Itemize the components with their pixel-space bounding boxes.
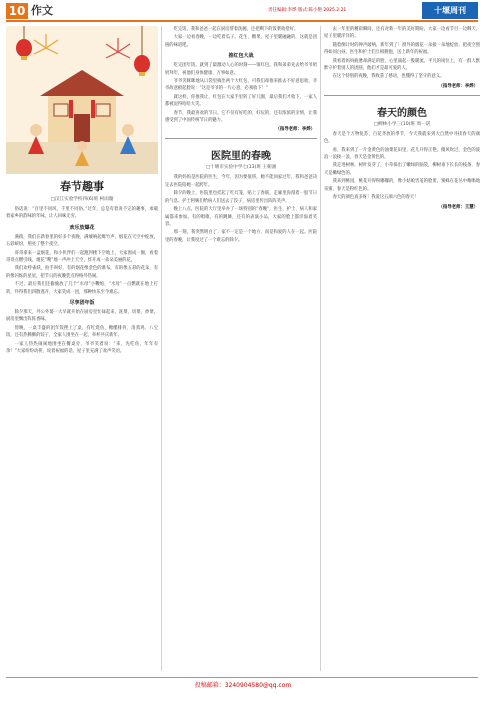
article-paragraph: 傍晚，一桌丰盛的团年饭摆上了桌，有红烧鱼、糖醋排骨、清蒸鸡、八宝饭，还有热腾腾的饺子，全家人围坐在一起，举杯共庆新年。 bbox=[6, 325, 158, 339]
teacher-signature: （指导老师：李烨） bbox=[275, 127, 315, 133]
article-divider bbox=[165, 138, 317, 139]
article-subheading: 尽享团年饭 bbox=[69, 300, 95, 307]
article-paragraph: 一家人热热闹闹地围坐在餐桌旁，爷爷笑着说：“来，先吃鱼，年年有余！”大家纷纷动筷，说着祝福的话，屋子里充满了欢声笑语。 bbox=[6, 341, 158, 355]
article-paragraph: 哥哥拿来一盒烟花，和小伙伴们一起跑到楼下空地上，大家围成一圈，看着哥哥点燃引线，烟花“嗖”地一声冲上天空，炸开成一朵朵美丽的花。 bbox=[6, 250, 158, 264]
article-title: 春天的颜色 bbox=[377, 107, 427, 119]
article-paragraph: 在这个特别的夜晚，我收获了感动，也懂得了坚守的意义。 bbox=[332, 74, 445, 80]
article-divider bbox=[324, 95, 480, 96]
column-3 bbox=[324, 26, 480, 674]
article-paragraph: 我看着妈妈疲惫却满足的脸，心里涌起一股暖流。平凡的岗位上，有一群人默默守护着别人的团圆，他们才是最可爱的人。 bbox=[324, 58, 480, 72]
submission-email: 投稿邮箱：3240904580@qq.com bbox=[194, 682, 292, 689]
section-title: 作文 bbox=[31, 4, 53, 17]
article-paragraph: 我来到桃园，桃花开得粉嘟嘟的，像小姑娘害羞的脸蛋，蜜蜂在花丛中嗡嗡地采蜜，春天是粉红色的。 bbox=[324, 179, 480, 192]
article-paragraph: 春节，我最喜欢的节日。它不仅有好吃的、好玩的，还有浓浓的亲情，让我感受到了中国传统节日的魅力。 bbox=[165, 110, 317, 124]
header-rule bbox=[6, 20, 478, 22]
article-paragraph: 我的妈妈是医院的医生，今年，因为要值班，她不能回家过年，我和爸爸决定去医院陪她一起跨年。 bbox=[165, 175, 317, 188]
article-paragraph: 除夕的晚上，医院里也挂起了红灯笼，贴上了春联，走廊里弥漫着一股节日的气息。护士阿姨们给病人们送去了饺子，病房里传出阵阵笑声。 bbox=[165, 191, 317, 204]
column-1 bbox=[6, 26, 158, 674]
article-byline: □十堰市实验中学七(13)班 王朝涵 bbox=[205, 165, 277, 171]
teacher-signature: （指导老师：王慧） bbox=[438, 204, 478, 210]
column-2 bbox=[165, 26, 317, 674]
article-paragraph: 看，我来到了一片金黄色的油菜花田里，花儿开得正艳，微风吹过，金色的波浪一浪接一浪，春天是金黄色的。 bbox=[324, 147, 480, 161]
article-paragraph: 吃完团年饭，就到了最激动人心的时刻——领红包。我和弟弟先去给爷爷奶奶拜年，祝他们身体健康、万事如意。 bbox=[165, 63, 317, 76]
article-paragraph: 吃完饭，我和爸爸一起在厨房帮着洗碗，还把剩下的饭菜收拾好。 bbox=[173, 27, 299, 32]
column-divider bbox=[161, 26, 162, 671]
article-paragraph: 爷爷笑眯眯地从口袋里掏出两个大红包，可我们却推来推去不好意思收，爷爷故意板起脸说：“这是爷爷的一片心意，必须收下！” bbox=[165, 79, 317, 92]
article-paragraph: 就这样，你推我让，红包在大家手里转了好几圈，最后我们才收下，一家人都被逗得哈哈大笑。 bbox=[165, 94, 317, 108]
newspaper-brand: 十堰周刊 bbox=[422, 2, 478, 19]
article-paragraph: 晚上八点，医院的大厅里举办了一场特别的“春晚”，医生、护士、病人和家属都来参加。有的唱歌，有的跳舞，还有的表演小品，大家的脸上都洋溢着笑容。 bbox=[165, 207, 317, 227]
article-paragraph: 春天是个万物复苏、百花齐放的季节，今天我就来到大自然中寻找春天的颜色。 bbox=[324, 131, 480, 145]
footer-rule bbox=[6, 677, 478, 678]
article-paragraph: 俗话说：“百里不同风，千里不同俗。”过年，总是有着说不完的趣事，承载着家乡的韵味的年味，让人回味无穷。 bbox=[6, 207, 158, 220]
editor-meta: 责任编辑:李烨 版式:陈小艳 2025.2.21 bbox=[268, 8, 347, 13]
article-subheading: 欢乐放爆花 bbox=[69, 224, 95, 231]
article-paragraph: 春天的颜色真多呀！我爱这五颜六色的春天！ bbox=[332, 195, 419, 201]
article-paragraph: 满街，我们在新春里的好多个夜晚，满城响起爆竹声，烟花在天空中绽放，五彩缤纷，照亮了整个夜空。 bbox=[6, 234, 158, 248]
article-subheading: 推红包大战 bbox=[228, 53, 254, 60]
page-header bbox=[0, 0, 486, 22]
article-paragraph: 随着倒计时的钟声敲响，新年到了！窗外的烟花一朵接一朵地绽放，把夜空照得如同白昼。医生和护士们互相拥抱，送上新年的祝福。 bbox=[324, 42, 480, 56]
article-paragraph: 去一年里的精彩瞬间，还有对新一年的美好期盼。大家一边看节目一边聊天，屋子里暖洋洋的。 bbox=[324, 27, 480, 40]
article-byline: □汉江实验学校四(6)班 柯雨璇 bbox=[50, 197, 114, 202]
article-byline: □柳林小学三(10)班 周一诺 bbox=[373, 121, 431, 127]
teacher-signature: （指导老师：李烨） bbox=[438, 83, 478, 89]
column-divider bbox=[320, 26, 321, 671]
article-paragraph: 除夕那天，外公外婆一大早就开始在厨房里忙碌起来，洗菜、切菜、炒菜，厨房里飘出阵阵香味。 bbox=[6, 310, 158, 323]
page-number: 10 bbox=[6, 3, 28, 19]
article-paragraph: 不过，最后我们还偷偷放了几个“水母”小鞭炮，“水母”一点燃就在地上打转，吓得我们四散逃开，大家笑成一团，那种快乐至今难忘。 bbox=[6, 282, 158, 295]
article-paragraph: 那一刻，我突然明白了：家不一定是一个地方，而是和爱的人在一起。医院里的春晚，让我度过了一个难忘的除夕。 bbox=[165, 230, 317, 243]
article-paragraph: 我们欢呼雀跃，拍手叫好，有的烟花像金色的瀑布，有的像五彩的花朵，有的像闪烁的星星，把节日的夜晚装点得格外热闹。 bbox=[6, 266, 158, 279]
spring-festival-illustration bbox=[6, 26, 158, 174]
article-paragraph: 大家一边看春晚，一边吃着瓜子、花生、糖果，屋子里暖融融的，这就是团圆的味道吧。 bbox=[165, 35, 317, 48]
article-title: 医院里的春晚 bbox=[211, 151, 271, 163]
article-paragraph: 我走进树林，树叶发芽了，小草探出了嫩绿的脑袋，柳树垂下长长的枝条，春天是嫩绿色的。 bbox=[324, 163, 480, 176]
article-title: 春节趣事 bbox=[60, 180, 104, 193]
